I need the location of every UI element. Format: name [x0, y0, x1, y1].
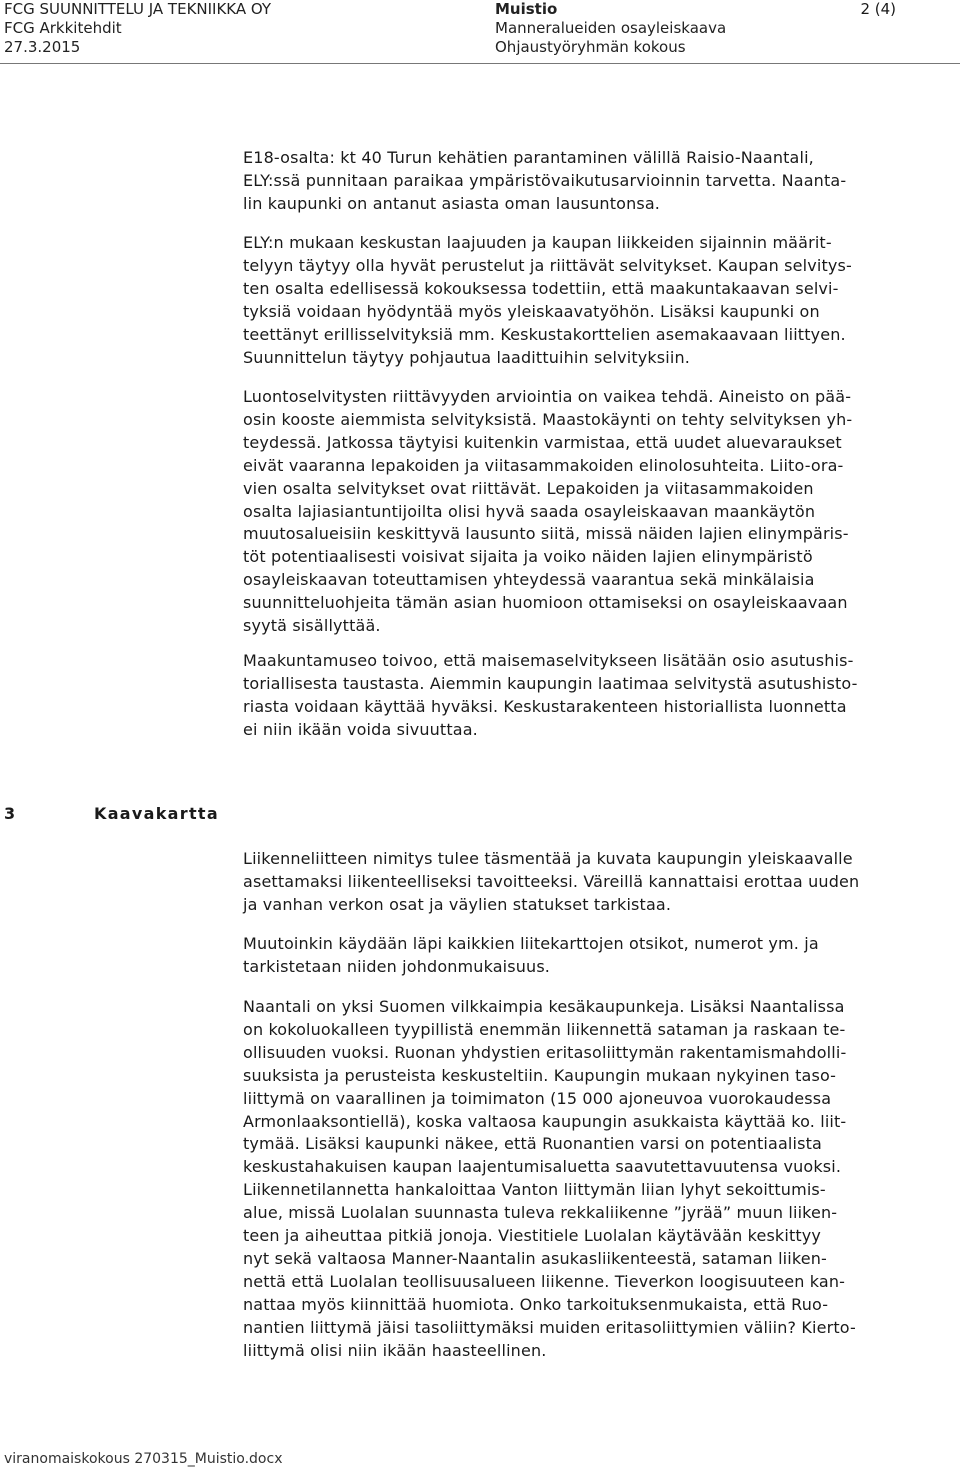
paragraph: Naantali on yksi Suomen vilkkaimpia kesäkaupunkeja. Lisäksi Naantalissa on kokoluokalleen tyypillistä enemmän liikennettä sataman ja raskaan te- ollisuuden vuoksi. Ruonan yhdystien eritasoliittymän rakentamismahdolli- suuksista ja perusteista keskusteltiin. Kaupungin mukaan nykyinen taso- liittymä on vaarallinen ja toimimaton (15 000 ajoneuvoa vuorokaudessa Armonlaaksontiellä), koska valtaosa kaupungin asukkaista käyttää ko. liit- tymää. Lisäksi kaupunki näkee, että Ruonantien varsi on potentiaalista keskustahakuisen kaupan laajentumisaluetta saavutettavuutensa vuoksi. Liikennetilannetta hankaloittaa Vanton liittymän liian lyhyt sekoittumis- alue, missä Luolalan suunnasta tuleva rekkaliikenne ”jyrää” muun liiken- teen ja aiheuttaa pitkiä jonoja. Viestitiele Luolalan käytävään keskittyy nyt sekä valtaosa Manner-Naantalin asukasliikenteestä, sataman liiken- nettä että Luolalan teollisuusalueen liikenne. Tieverkon loogisuuteen kan- nattaa myös kiinnittää huomiota. Onko tarkoituksenmukaista, että Ruo- nantien liittymä jäisi tasoliittymäksi muiden eritasoliittymien väliin? Kierto- liittymä olisi niin ikään haasteellinen.	[243, 997, 856, 1360]
paragraph: Maakuntamuseo toivoo, että maisemaselvitykseen lisätään osio asutushis- toriallisesta taustasta. Aiemmin kaupungin laatimaa selvitystä asutushisto- riasta voidaan käyttää hyväksi. Keskustarakenteen historiallista luonnetta ei niin ikään voida sivuuttaa.	[243, 651, 858, 739]
section-number: 3	[4, 804, 17, 823]
page-number: 2 (4)	[860, 0, 896, 18]
company-unit: FCG Arkkitehdit	[4, 19, 122, 37]
header-middle	[495, 0, 726, 57]
paragraph: Muutoinkin käydään läpi kaikkien liitekarttojen otsikot, numerot ym. ja tarkistetaan niiden johdonmukaisuus.	[243, 934, 819, 976]
document-date: 27.3.2015	[4, 38, 81, 56]
meeting-name: Ohjaustyöryhmän kokous	[495, 38, 686, 56]
paragraph: Luontoselvitysten riittävyyden arviointia on vaikea tehdä. Aineisto on pää- osin kooste aiemmista selvityksistä. Maastokäynti on tehty selvityksen yh- teydessä. Jatkossa täytyisi kuitenkin varmistaa, että uudet aluevaraukset eivät vaaranna lepakoiden ja viitasammakoiden elinolosuhteita. Liito-ora- vien osalta selvitykset ovat riittävät. Lepakoiden ja viitasammakoiden osalta lajiasiantuntijoilta olisi hyvä saada osayleiskaavan maankäytön muutosalueisiin keskittyvä lausunto siitä, missä näiden lajien elinympäris- töt potentiaalisesti voisivat sijaita ja voiko näiden lajien elinympäristö osayleiskaavan toteuttamisen yhteydessä vaarantua sekä minkälaisia suunnitteluohjeita tämän asian huomioon ottamiseksi on osayleiskaavaan syytä sisällyttää.	[243, 387, 853, 636]
footer-filename: viranomaiskokous 270315_Muistio.docx	[4, 1451, 283, 1467]
header-divider	[0, 63, 960, 64]
paragraph: Liikenneliitteen nimitys tulee täsmentää ja kuvata kaupungin yleiskaavalle asettamaksi liikenteelliseksi tavoitteeksi. Väreillä kannattaisi erottaa uuden ja vanhan verkon osat ja väylien statukset tarkistaa.	[243, 849, 860, 914]
document-type: Muistio	[495, 0, 558, 18]
section-title: Kaavakartta	[94, 804, 219, 823]
project-name: Manneralueiden osayleiskaava	[495, 19, 727, 37]
paragraph: ELY:n mukaan keskustan laajuuden ja kaupan liikkeiden sijainnin määrit- telyyn täytyy olla hyvät perustelut ja riittävät selvitykset. Kaupan selvitys- ten osalta edellisessä kokouksessa todettiin, että maakuntakaavan selvi- tyksiä voidaan hyödyntää myös yleiskaavatyöhön. Lisäksi kaupunki on teettänyt erillisselvityksiä mm. Keskustakorttelien asemakaavaan liittyen. Suunnittelun täytyy pohjautua laadittuihin selvityksiin.	[243, 233, 852, 367]
company-name: FCG SUUNNITTELU JA TEKNIIKKA OY	[4, 0, 272, 18]
header-left	[4, 0, 271, 57]
paragraph: E18-osalta: kt 40 Turun kehätien parantaminen välillä Raisio-Naantali, ELY:ssä punnitaan paraikaa ympäristövaikutusarvioinnin tarvetta. Naanta- lin kaupunki on antanut asiasta oman lausuntonsa.	[243, 148, 847, 213]
